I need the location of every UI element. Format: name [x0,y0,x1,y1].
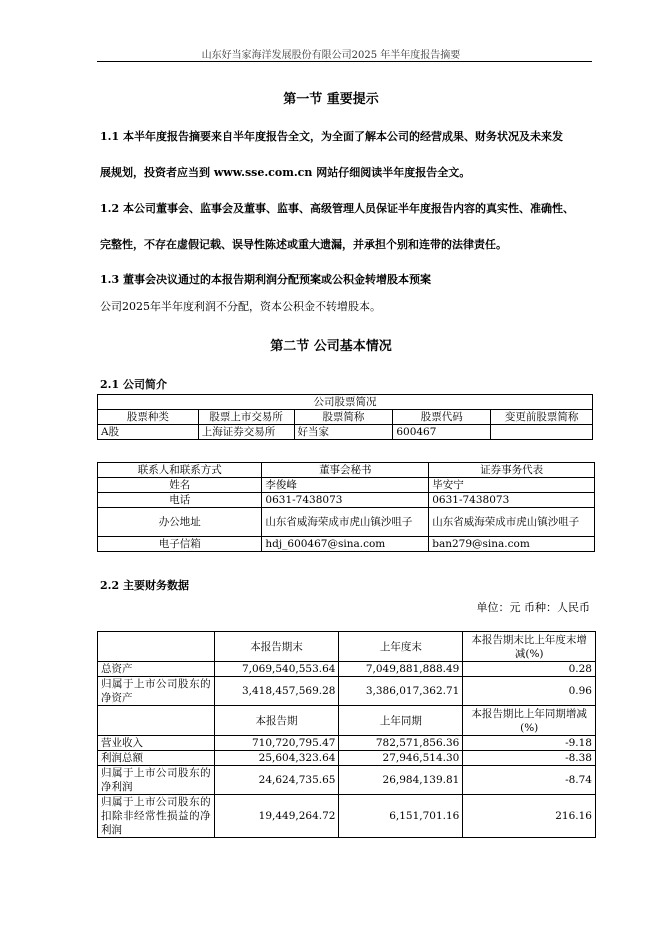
contact-header-label: 联系人和联系方式 [98,463,262,478]
fin-row-label: 营业收入 [98,736,215,751]
stock-header-code: 股票代码 [393,410,491,425]
fin-head1-change: 本报告期末比上年度末增减(%) [463,632,596,662]
fin-row-value: 24,624,735.65 [214,766,339,795]
fin-row-change: -8.38 [463,751,596,766]
contact-rep-value: 山东省威海荣成市虎山镇沙咀子 [429,508,595,537]
fin-head2-period: 本报告期 [214,706,339,736]
fin-head2-change: 本报告期比上年同期增减(%) [463,706,596,736]
fin-head2-blank [98,706,215,736]
contact-label: 电话 [98,493,262,508]
table-row [98,537,595,552]
para-1-3-title: 1.3 董事会决议通过的本报告期利润分配预案或公积金转增股本预案 [100,273,431,286]
financial-data-table [97,631,596,838]
contact-secretary-value: 0631-7438073 [262,493,429,508]
stock-cell-type: A股 [98,425,199,440]
fin-row-value: 19,449,264.72 [214,795,339,838]
fin-head1-prev-year-end: 上年度末 [339,632,463,662]
contact-rep-value: 0631-7438073 [429,493,595,508]
section2-title: 第二节 公司基本情况 [270,339,392,354]
para-1-2-line1: 1.2 本公司董事会、监事会及董事、监事、高级管理人员保证半年度报告内容的真实性、准确性、 [100,202,574,215]
table-row [98,795,596,838]
header-divider [97,61,592,62]
fin-head1-blank [98,632,215,662]
para-1-3-text: 公司2025年半年度利润不分配，资本公积金不转增股本。 [100,300,381,313]
fin-row-change: 0.96 [463,677,596,706]
fin-head2-prev-period: 上年同期 [339,706,463,736]
contact-label: 姓名 [98,478,262,493]
fin-row-value: 710,720,795.47 [214,736,339,751]
stock-info-table [97,394,593,440]
stock-header-prev-abbr: 变更前股票简称 [491,410,593,425]
fin-row-value: 25,604,323.64 [214,751,339,766]
fin-row-change: 216.16 [463,795,596,838]
table-row [98,736,596,751]
fin-row-change: -9.18 [463,736,596,751]
section1-title: 第一节 重要提示 [283,92,379,107]
fin-row-change: -8.74 [463,766,596,795]
para-1-1-line2: 展规划，投资者应当到 www.sse.com.cn 网站仔细阅读半年度报告全文。 [100,166,471,179]
stock-cell-exchange: 上海证券交易所 [198,425,294,440]
fin-row-value: 782,571,856.36 [339,736,463,751]
contact-header-secretary: 董事会秘书 [262,463,429,478]
fin-row-value: 3,386,017,362.71 [339,677,463,706]
fin-row-label: 总资产 [98,662,215,677]
stock-header-abbr: 股票简称 [294,410,393,425]
fin-row-change: 0.28 [463,662,596,677]
contact-rep-value: ban279@sina.com [429,537,595,552]
fin-row-value: 7,069,540,553.64 [214,662,339,677]
contact-secretary-value: 山东省威海荣成市虎山镇沙咀子 [262,508,429,537]
fin-row-value: 27,946,514.30 [339,751,463,766]
stock-header-exchange: 股票上市交易所 [198,410,294,425]
fin-head1-period-end: 本报告期末 [214,632,339,662]
table-row [98,677,596,706]
fin-row-value: 7,049,881,888.49 [339,662,463,677]
stock-table-caption: 公司股票简况 [98,395,593,410]
stock-cell-abbr: 好当家 [294,425,393,440]
fin-row-label: 归属于上市公司股东的净资产 [98,677,215,706]
table-row [98,493,595,508]
table-row [98,478,595,493]
fin-row-label: 归属于上市公司股东的扣除非经常性损益的净利润 [98,795,215,838]
fin-row-value: 3,418,457,569.28 [214,677,339,706]
fin-row-label: 归属于上市公司股东的净利润 [98,766,215,795]
stock-header-type: 股票种类 [98,410,199,425]
para-1-1-line1: 1.1 本半年度报告摘要来自半年度报告全文，为全面了解本公司的经营成果、财务状况及未来发 [100,130,563,143]
para-1-2-line2: 完整性，不存在虚假记载、误导性陈述或重大遗漏，并承担个别和连带的法律责任。 [100,238,507,251]
fin-row-label: 利润总额 [98,751,215,766]
stock-cell-code: 600467 [393,425,491,440]
fin-row-value: 6,151,701.16 [339,795,463,838]
contact-secretary-value: 李俊峰 [262,478,429,493]
table-row [98,766,596,795]
contact-table [97,462,595,552]
subsection-2-1-title: 2.1 公司简介 [100,378,167,391]
table-row [98,662,596,677]
contact-secretary-value: hdj_600467@sina.com [262,537,429,552]
unit-currency-note: 单位：元 币种：人民币 [476,601,590,614]
table-row [98,508,595,537]
table-row [98,751,596,766]
contact-label: 办公地址 [98,508,262,537]
fin-row-value: 26,984,139.81 [339,766,463,795]
page-header: 山东好当家海洋发展股份有限公司2025 年半年度报告摘要 [201,50,461,61]
contact-label: 电子信箱 [98,537,262,552]
contact-header-rep: 证券事务代表 [429,463,595,478]
stock-cell-prev-abbr [491,425,593,440]
subsection-2-2-title: 2.2 主要财务数据 [100,579,189,592]
contact-rep-value: 毕安宁 [429,478,595,493]
